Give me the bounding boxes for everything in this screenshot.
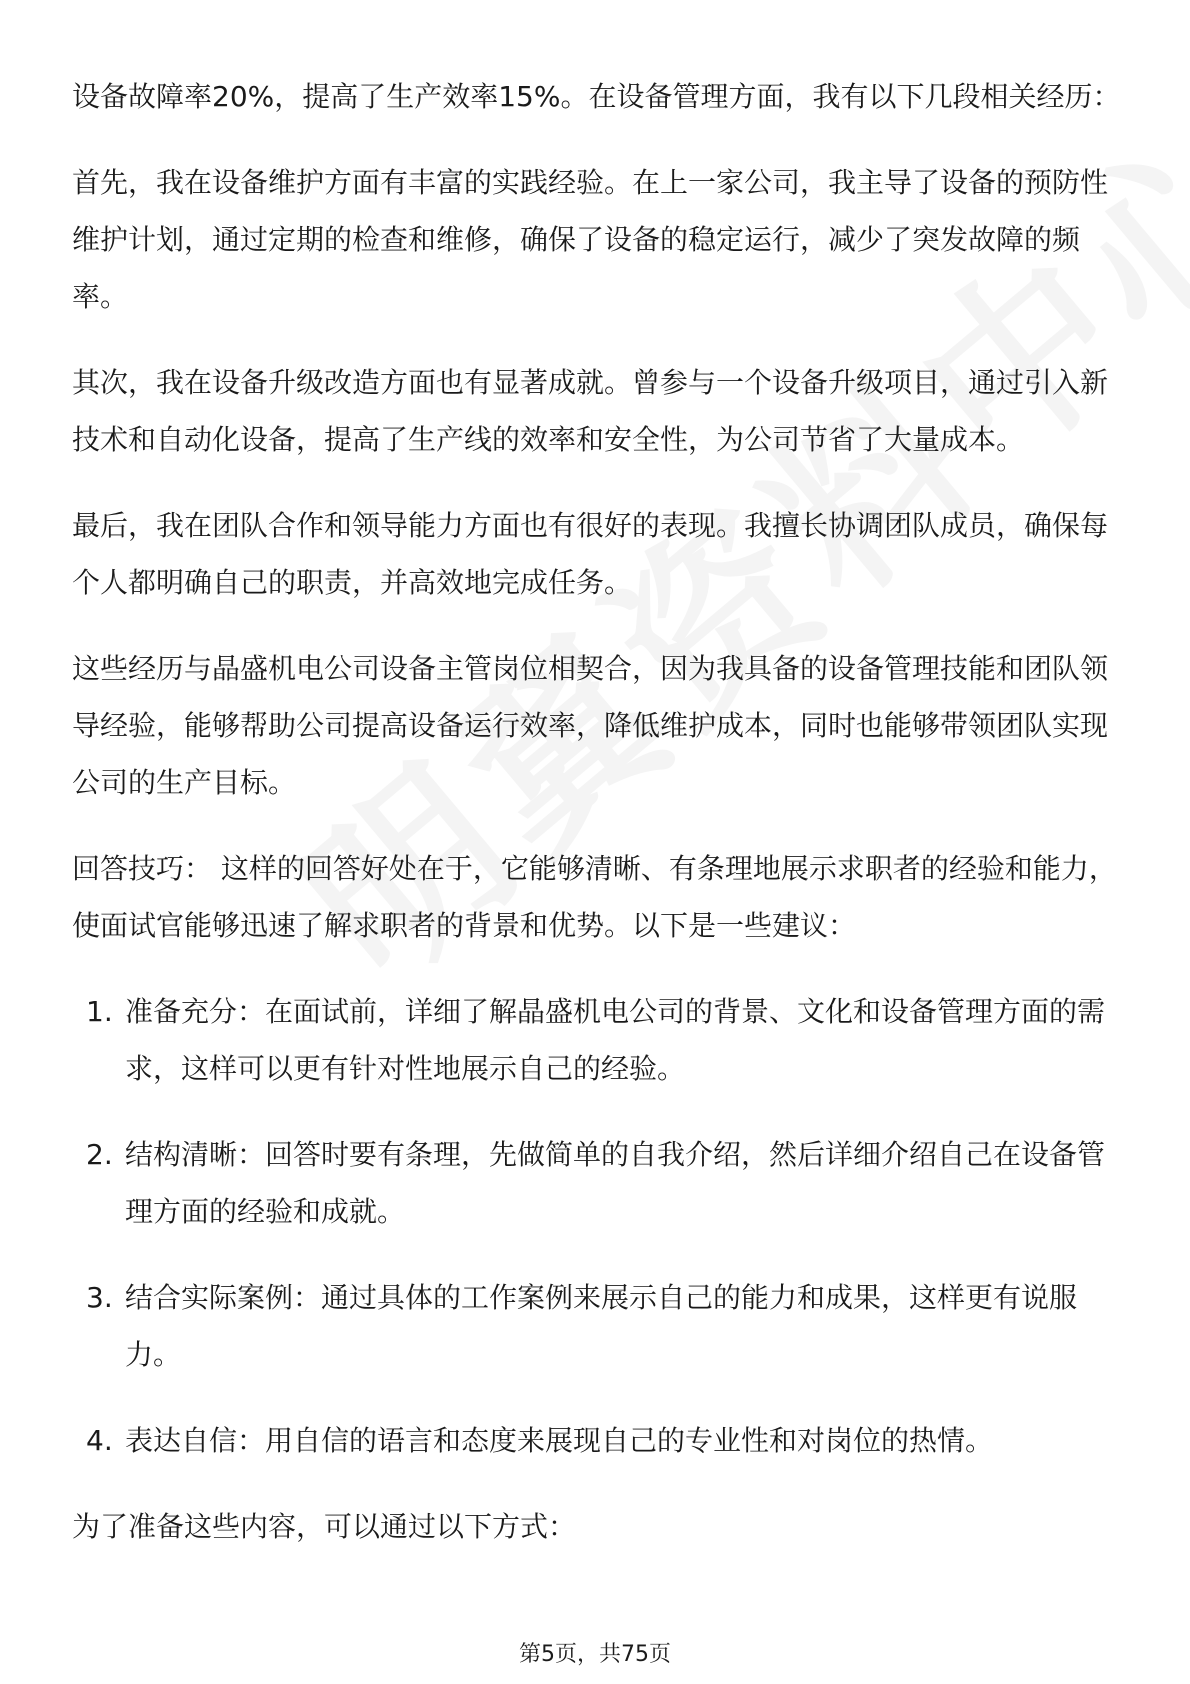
list-item	[72, 1126, 1122, 1240]
list-item-number: 4.	[86, 1424, 113, 1457]
tips-list	[72, 983, 1122, 1469]
list-item	[72, 1269, 1122, 1383]
page-number: 第5页，共75页	[519, 1642, 671, 1667]
paragraph-upgrade: 其次，我在设备升级改造方面也有显著成就。曾参与一个设备升级项目，通过引入新技术和自动化设备，提高了生产线的效率和安全性，为公司节省了大量成本。	[72, 366, 1109, 456]
paragraph-answer-tips: 回答技巧： 这样的回答好处在于，它能够清晰、有条理地展示求职者的经验和能力，使面试官能够迅速了解求职者的背景和优势。以下是一些建议：	[72, 852, 1117, 942]
list-item-text: 准备充分：在面试前，详细了解晶盛机电公司的背景、文化和设备管理方面的需求，这样可以更有针对性地展示自己的经验。	[125, 995, 1106, 1085]
list-item-number: 2.	[86, 1138, 113, 1171]
list-item-number: 3.	[86, 1281, 113, 1314]
list-item-text: 表达自信：用自信的语言和态度来展现自己的专业性和对岗位的热情。	[125, 1424, 994, 1457]
list-item-text: 结合实际案例：通过具体的工作案例来展示自己的能力和成果，这样更有说服力。	[125, 1281, 1078, 1371]
list-item-text: 结构清晰：回答时要有条理，先做简单的自我介绍，然后详细介绍自己在设备管理方面的经验和成就。	[125, 1138, 1106, 1228]
paragraph-maintenance: 首先，我在设备维护方面有丰富的实践经验。在上一家公司，我主导了设备的预防性维护计划，通过定期的检查和维修，确保了设备的稳定运行，减少了突发故障的频率。	[72, 166, 1109, 313]
list-item-number: 1.	[86, 995, 113, 1028]
page-content	[72, 68, 1122, 1584]
list-item	[72, 1412, 1122, 1469]
list-item	[72, 983, 1122, 1097]
paragraph-teamwork: 最后，我在团队合作和领导能力方面也有很好的表现。我擅长协调团队成员，确保每个人都明确自己的职责，并高效地完成任务。	[72, 509, 1109, 599]
paragraph-preparation: 为了准备这些内容，可以通过以下方式：	[72, 1510, 577, 1543]
paragraph-intro: 设备故障率20%，提高了生产效率15%。在设备管理方面，我有以下几段相关经历：	[72, 80, 1121, 113]
paragraph-fit: 这些经历与晶盛机电公司设备主管岗位相契合，因为我具备的设备管理技能和团队领导经验，能够帮助公司提高设备运行效率，降低维护成本，同时也能够带领团队实现公司的生产目标。	[72, 652, 1109, 799]
